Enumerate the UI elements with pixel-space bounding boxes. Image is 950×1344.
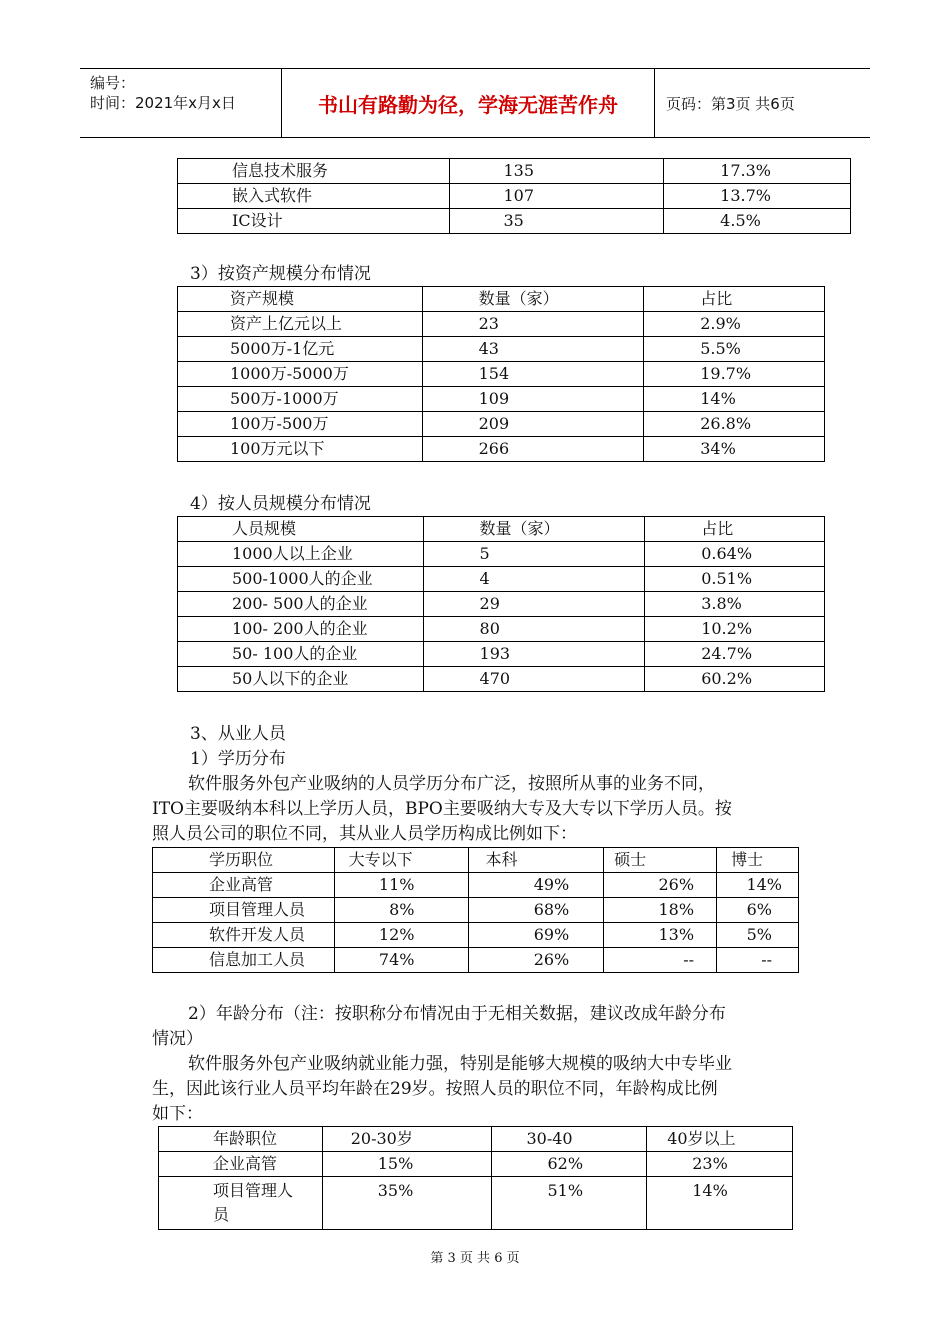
cell: 26% bbox=[469, 948, 604, 973]
cell: 69% bbox=[469, 923, 604, 948]
number-label: 编号： bbox=[90, 74, 136, 92]
cell: 29 bbox=[423, 592, 645, 617]
cell: 100- 200人的企业 bbox=[178, 617, 424, 642]
cell: 193 bbox=[423, 642, 645, 667]
header-cell: 40岁以上 bbox=[647, 1127, 793, 1152]
table-row bbox=[178, 642, 825, 667]
table-row bbox=[153, 873, 799, 898]
paragraph-line: 如下： bbox=[152, 1104, 203, 1124]
cell: 100万-500万 bbox=[178, 412, 423, 437]
cell: 6% bbox=[717, 898, 799, 923]
cell: 13.7% bbox=[664, 184, 851, 209]
cell: 12% bbox=[334, 923, 469, 948]
staff-scale-heading: 4）按人员规模分布情况 bbox=[190, 494, 371, 514]
header-cell: 硕士 bbox=[604, 848, 717, 873]
cell: 信息技术服务 bbox=[178, 159, 450, 184]
cell: 135 bbox=[449, 159, 664, 184]
asset-heading: 3）按资产规模分布情况 bbox=[190, 264, 371, 284]
cell: 1000万-5000万 bbox=[178, 362, 423, 387]
sub-heading-education: 1）学历分布 bbox=[190, 749, 286, 769]
table-row bbox=[153, 948, 799, 973]
page-header bbox=[80, 68, 870, 138]
cell: 企业高管 bbox=[159, 1152, 323, 1177]
table-row bbox=[178, 592, 825, 617]
cell: 2.9% bbox=[644, 312, 825, 337]
age-table bbox=[158, 1126, 793, 1230]
table-row bbox=[178, 362, 825, 387]
sub-heading-age: 2）年龄分布（注：按职称分布情况由于无相关数据，建议改成年龄分布 bbox=[188, 1004, 726, 1024]
table-row bbox=[178, 437, 825, 462]
page-footer: 第 3 页 共 6 页 bbox=[430, 1251, 520, 1266]
cell: 24.7% bbox=[645, 642, 825, 667]
paragraph-line: 软件服务外包产业吸纳的人员学历分布广泛，按照所从事的业务不同， bbox=[188, 774, 715, 794]
asset-table bbox=[177, 286, 825, 462]
cell: 34% bbox=[644, 437, 825, 462]
cell: 107 bbox=[449, 184, 664, 209]
cell: 19.7% bbox=[644, 362, 825, 387]
cell: 18% bbox=[604, 898, 717, 923]
cell: 0.51% bbox=[645, 567, 825, 592]
header-cell: 30-40 bbox=[492, 1127, 647, 1152]
education-table bbox=[152, 847, 799, 973]
cell: 50人以下的企业 bbox=[178, 667, 424, 692]
table-row bbox=[178, 412, 825, 437]
table-row bbox=[178, 209, 851, 234]
cell: 43 bbox=[422, 337, 644, 362]
cell: 35% bbox=[322, 1177, 492, 1230]
table-row bbox=[178, 387, 825, 412]
cell: 4.5% bbox=[664, 209, 851, 234]
cell: 软件开发人员 bbox=[153, 923, 335, 948]
cell: 80 bbox=[423, 617, 645, 642]
table-row bbox=[153, 923, 799, 948]
cell: 5% bbox=[717, 923, 799, 948]
cell: 14% bbox=[644, 387, 825, 412]
time-label: 时间：2021年x月x日 bbox=[90, 94, 236, 112]
cell: 60.2% bbox=[645, 667, 825, 692]
header-cell: 本科 bbox=[469, 848, 604, 873]
cell: 企业高管 bbox=[153, 873, 335, 898]
cell: 500万-1000万 bbox=[178, 387, 423, 412]
cell: 17.3% bbox=[664, 159, 851, 184]
cell: 0.64% bbox=[645, 542, 825, 567]
cell: 62% bbox=[492, 1152, 647, 1177]
cell: 209 bbox=[422, 412, 644, 437]
header-cell: 大专以下 bbox=[334, 848, 469, 873]
cell: 5.5% bbox=[644, 337, 825, 362]
table-header-row bbox=[178, 287, 825, 312]
staff-scale-table bbox=[177, 516, 825, 692]
cell: 11% bbox=[334, 873, 469, 898]
cell: 13% bbox=[604, 923, 717, 948]
cell: 470 bbox=[423, 667, 645, 692]
cell: 信息加工人员 bbox=[153, 948, 335, 973]
cell: 4 bbox=[423, 567, 645, 592]
table-row bbox=[178, 617, 825, 642]
cell: 49% bbox=[469, 873, 604, 898]
cell: 26.8% bbox=[644, 412, 825, 437]
table-row bbox=[153, 898, 799, 923]
cell: 50- 100人的企业 bbox=[178, 642, 424, 667]
paragraph-line: 生，因此该行业人员平均年龄在29岁。按照人员的职位不同，年龄构成比例 bbox=[152, 1079, 718, 1099]
cell: 项目管理人员 bbox=[153, 898, 335, 923]
cell: 10.2% bbox=[645, 617, 825, 642]
header-cell: 人员规模 bbox=[178, 517, 424, 542]
sub-heading-age-cont: 情况） bbox=[152, 1029, 203, 1049]
cell: 23 bbox=[422, 312, 644, 337]
cell: 23% bbox=[647, 1152, 793, 1177]
table-header-row bbox=[178, 517, 825, 542]
cell: 项目管理人员 bbox=[159, 1177, 323, 1230]
header-cell: 数量（家） bbox=[423, 517, 645, 542]
cell: 5000万-1亿元 bbox=[178, 337, 423, 362]
paragraph-line: ITO主要吸纳本科以上学历人员，BPO主要吸纳大专及大专以下学历人员。按 bbox=[152, 799, 732, 819]
header-motto: 书山有路勤为径，学海无涯苦作舟 bbox=[282, 69, 655, 137]
table-row bbox=[178, 312, 825, 337]
cell: 266 bbox=[422, 437, 644, 462]
cell: 14% bbox=[717, 873, 799, 898]
cell: 资产上亿元以上 bbox=[178, 312, 423, 337]
cell: 154 bbox=[422, 362, 644, 387]
cell: 200- 500人的企业 bbox=[178, 592, 424, 617]
cell: 51% bbox=[492, 1177, 647, 1230]
table-row bbox=[178, 337, 825, 362]
cell: 5 bbox=[423, 542, 645, 567]
cell: 68% bbox=[469, 898, 604, 923]
header-page-label: 页码：第3页 共6页 bbox=[666, 94, 795, 113]
header-cell: 20-30岁 bbox=[322, 1127, 492, 1152]
section-title: 3、从业人员 bbox=[190, 724, 286, 744]
cell: 109 bbox=[422, 387, 644, 412]
header-meta bbox=[80, 69, 282, 137]
table-header-row bbox=[159, 1127, 793, 1152]
industry-table bbox=[177, 158, 851, 234]
table-row bbox=[159, 1152, 793, 1177]
header-cell: 占比 bbox=[644, 287, 825, 312]
cell: -- bbox=[717, 948, 799, 973]
header-cell: 数量（家） bbox=[422, 287, 644, 312]
table-row bbox=[159, 1177, 793, 1230]
cell: 8% bbox=[334, 898, 469, 923]
cell: 74% bbox=[334, 948, 469, 973]
header-cell: 占比 bbox=[645, 517, 825, 542]
cell: -- bbox=[604, 948, 717, 973]
table-row bbox=[178, 567, 825, 592]
cell: 500-1000人的企业 bbox=[178, 567, 424, 592]
cell: 26% bbox=[604, 873, 717, 898]
table-row bbox=[178, 667, 825, 692]
header-cell: 博士 bbox=[717, 848, 799, 873]
cell: 15% bbox=[322, 1152, 492, 1177]
cell: 3.8% bbox=[645, 592, 825, 617]
header-cell: 学历职位 bbox=[153, 848, 335, 873]
paragraph-line: 软件服务外包产业吸纳就业能力强，特别是能够大规模的吸纳大中专毕业 bbox=[188, 1054, 732, 1074]
header-cell: 年龄职位 bbox=[159, 1127, 323, 1152]
cell: 100万元以下 bbox=[178, 437, 423, 462]
table-header-row bbox=[153, 848, 799, 873]
cell: 1000人以上企业 bbox=[178, 542, 424, 567]
cell: 嵌入式软件 bbox=[178, 184, 450, 209]
table-row bbox=[178, 159, 851, 184]
table-row bbox=[178, 542, 825, 567]
header-cell: 资产规模 bbox=[178, 287, 423, 312]
cell: 35 bbox=[449, 209, 664, 234]
table-row bbox=[178, 184, 851, 209]
cell: IC设计 bbox=[178, 209, 450, 234]
cell: 14% bbox=[647, 1177, 793, 1230]
paragraph-line: 照人员公司的职位不同，其从业人员学历构成比例如下： bbox=[152, 824, 577, 844]
